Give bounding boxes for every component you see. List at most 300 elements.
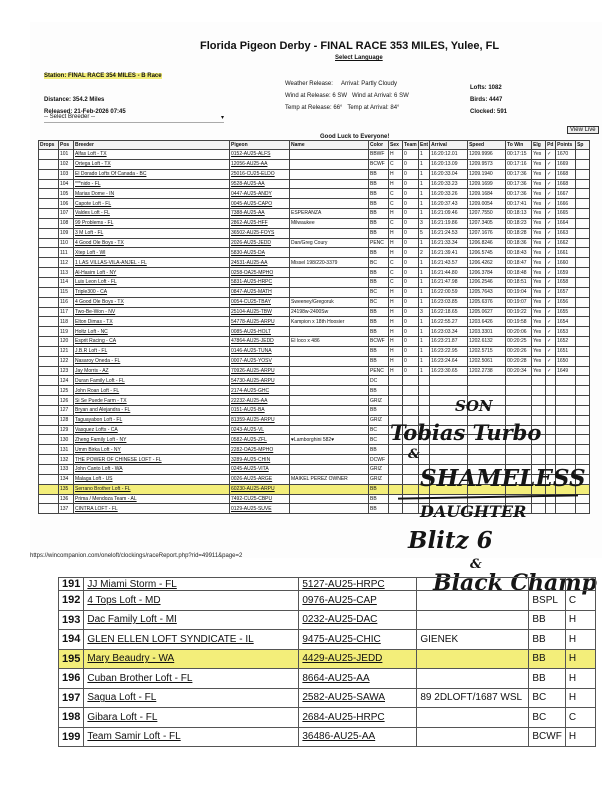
cell-breeder[interactable]: Marias Dome - IN [74, 189, 230, 199]
cell-sex [389, 465, 403, 475]
cell-points: 1653 [556, 327, 576, 337]
cell-drops [39, 248, 59, 258]
cell-breeder[interactable]: Nasaroy Oneda - FL [74, 356, 230, 366]
cell-pigeon[interactable]: 0085-AU25-HOLT [230, 327, 290, 337]
cell-pd: ✓ [546, 150, 556, 160]
cell-speed: 1209.0054 [468, 199, 506, 209]
handwritten-blitz-6: Blitz 6 [408, 527, 493, 554]
cell-elg: Yes [532, 297, 546, 307]
cell-drops [39, 405, 59, 415]
cell-sp [576, 415, 590, 425]
cell-pigeon[interactable]: 0976-AU25-CAP [299, 591, 417, 611]
cell-pigeon[interactable]: 0258-OA25-MPHO [230, 268, 290, 278]
cell-drops [39, 169, 59, 179]
cell-points: 1668 [556, 169, 576, 179]
cell-speed: 1207.7550 [468, 209, 506, 219]
cell-breeder[interactable]: J.B.R Loft - FL [74, 346, 230, 356]
cell-drops [39, 189, 59, 199]
cell-elg: Yes [532, 189, 546, 199]
cell-sp [576, 189, 590, 199]
cell-breeder[interactable]: Alfas Loft - TX [74, 150, 230, 160]
cell-breeder[interactable]: THE POWER OF CHINESE LOFT - FL [74, 455, 230, 465]
cell-pos: 136 [59, 494, 74, 504]
cell-points: 1659 [556, 268, 576, 278]
cell-drops [39, 396, 59, 406]
cell-pos: 196 [59, 669, 84, 689]
cell-pigeon[interactable]: 5830-AU25-DA [230, 248, 290, 258]
cell-towin [506, 455, 532, 465]
temp-release: Temp at Release: 66° [285, 105, 343, 111]
cell-arrival: 16:21:24.53 [430, 228, 468, 238]
table-row [39, 268, 590, 278]
results-table-page-2 [58, 577, 596, 747]
cell-speed [468, 376, 506, 386]
cell-color: DC [369, 376, 389, 386]
cell-arrival: 16:20:37.43 [430, 199, 468, 209]
cell-pigeon[interactable]: 0243-AU25-VL [230, 425, 290, 435]
cell-breeder[interactable]: Ortega Loft - TX [74, 159, 230, 169]
cell-sp [576, 455, 590, 465]
cell-breeder[interactable]: Serrano Brother Loft - FL [74, 484, 230, 494]
cell-breeder[interactable]: 1 LAS VILLAS-VILA-ANJEL - FL [74, 258, 230, 268]
cell-pigeon[interactable]: 0151-AU25-BA [230, 405, 290, 415]
cell-name [290, 465, 369, 475]
cell-speed: 1206.8246 [468, 238, 506, 248]
cell-pigeon[interactable]: 4429-AU25-JEDD [299, 649, 417, 669]
cell-color: PENC [369, 238, 389, 248]
cell-breeder[interactable]: Prima / Mendoza Team - AL [74, 494, 230, 504]
cell-team: 0 [403, 248, 419, 258]
cell-speed: 1207.1676 [468, 228, 506, 238]
table-row [39, 366, 590, 376]
cell-pigeon[interactable]: 7388-AU25-AA [230, 209, 290, 219]
cell-breeder[interactable]: John Roan Loft - FL [74, 386, 230, 396]
cell-sex: H [565, 630, 595, 650]
cell-elg [532, 445, 546, 455]
cell-team: 0 [403, 277, 419, 287]
cell-elg: Yes [532, 238, 546, 248]
cell-name: Missel 198/220-3379 [290, 258, 369, 268]
cell-color: BSPL [529, 591, 565, 611]
cell-pigeon[interactable]: 5127-AU25-HRPC [299, 578, 417, 591]
view-live-button[interactable]: View Live [567, 126, 599, 134]
table-row [59, 727, 596, 747]
cell-pigeon[interactable]: 0026-AU25-ARGE [230, 474, 290, 484]
cell-team: 0 [403, 169, 419, 179]
cell-towin: 00:19:07 [506, 297, 532, 307]
cell-pos: 137 [59, 504, 74, 514]
cell-breeder[interactable]: Bryan and Alejandra - FL [74, 405, 230, 415]
cell-towin: 00:18:48 [506, 268, 532, 278]
cell-speed: 1209.1699 [468, 179, 506, 189]
cell-name: El loco x 486 [290, 337, 369, 347]
lofts-count: Lofts: 1082 [470, 85, 502, 91]
cell-pigeon[interactable]: 0232-AU25-DAC [299, 610, 417, 630]
cell-pigeon[interactable]: 36502-AU25-FOYS [230, 228, 290, 238]
cell-pos: 193 [59, 610, 84, 630]
cell-name: 89 2DLOFT/1687 WSL [417, 688, 529, 708]
cell-name [290, 268, 369, 278]
cell-pigeon[interactable]: 3289-AU25-CHIN [230, 455, 290, 465]
cell-breeder[interactable]: 99 Problems - FL [74, 218, 230, 228]
column-header: To Win [506, 141, 532, 150]
cell-pigeon[interactable]: 2862-AU25-HFF [230, 218, 290, 228]
cell-pos: 106 [59, 199, 74, 209]
cell-sex: C [565, 591, 595, 611]
cell-pigeon[interactable]: 0582-AU25-ZFL [230, 435, 290, 445]
cell-arrival: 16:21:33.34 [430, 238, 468, 248]
cell-ent: 1 [419, 337, 430, 347]
cell-sex: H [389, 248, 403, 258]
cell-team [403, 396, 419, 406]
cell-breeder[interactable]: JJ Miami Storm - FL [84, 578, 299, 591]
cell-drops [39, 376, 59, 386]
cell-name [290, 484, 369, 494]
cell-breeder[interactable]: Cuban Brother Loft - FL [84, 669, 299, 689]
cell-speed [468, 445, 506, 455]
cell-pigeon[interactable]: 70926-AU25-ARPU [230, 366, 290, 376]
cell-points: 1651 [556, 346, 576, 356]
table-row [39, 376, 590, 386]
cell-color: BC [369, 258, 389, 268]
cell-arrival [430, 445, 468, 455]
cell-drops [39, 268, 59, 278]
cell-pigeon[interactable]: 0054-CU25-TBAY [230, 297, 290, 307]
table-row [39, 169, 590, 179]
cell-pigeon[interactable]: 0007-AU25-YOSV [230, 356, 290, 366]
cell-arrival [430, 376, 468, 386]
cell-arrival: 16:23:21.87 [430, 337, 468, 347]
cell-pigeon[interactable]: 47864-AU25-JEDD [230, 337, 290, 347]
handwritten-son: SON [455, 397, 493, 415]
cell-breeder[interactable]: Malaga Loft - US [74, 474, 230, 484]
cell-ent: 1 [419, 150, 430, 160]
cell-pd: ✓ [546, 238, 556, 248]
cell-pos: 197 [59, 688, 84, 708]
select-language-link[interactable]: Select Language [335, 55, 383, 61]
cell-elg: Yes [532, 317, 546, 327]
cell-breeder[interactable]: Capote Loft - FL [74, 199, 230, 209]
cell-speed: 1202.5061 [468, 356, 506, 366]
column-header: Color [369, 141, 389, 150]
cell-team [403, 465, 419, 475]
cell-breeder[interactable]: Esprit Racing - CA [74, 337, 230, 347]
cell-breeder[interactable]: Dac Family Loft - MI [84, 610, 299, 630]
cell-ent: 2 [419, 248, 430, 258]
handwritten-black-champ: Black Champ [433, 570, 597, 596]
cell-pigeon[interactable]: 12056-AU25-AA [230, 159, 290, 169]
cell-breeder[interactable]: El Dorado Lofts Of Canada - BC [74, 169, 230, 179]
cell-pigeon[interactable]: 2282-OA25-MPHO [230, 445, 290, 455]
cell-breeder[interactable]: Two-Be-Won - NV [74, 307, 230, 317]
cell-sex: H [389, 228, 403, 238]
cell-breeder[interactable]: CINTRA LOFT - FL [74, 504, 230, 514]
cell-pigeon[interactable]: 81359-AU25-ARPU [230, 415, 290, 425]
cell-towin: 00:20:34 [506, 366, 532, 376]
cell-name [290, 386, 369, 396]
cell-elg: Yes [532, 346, 546, 356]
cell-drops [39, 287, 59, 297]
cell-color: BB [369, 327, 389, 337]
cell-pigeon[interactable]: 0245-AU25-VITA [230, 465, 290, 475]
cell-elg: Yes [532, 228, 546, 238]
cell-ent: 1 [419, 327, 430, 337]
cell-towin: 00:20:25 [506, 337, 532, 347]
cell-pigeon[interactable]: 7492-CU25-CBPU [230, 494, 290, 504]
cell-elg: Yes [532, 277, 546, 287]
cell-breeder[interactable]: Umm Birka Loft - NY [74, 445, 230, 455]
cell-arrival: 16:23:03.85 [430, 297, 468, 307]
cell-sp [576, 258, 590, 268]
cell-pigeon[interactable]: 2174-AU25-GHC [230, 386, 290, 396]
released-label: Released: 21-Feb-2026 07:45 [44, 109, 126, 115]
column-header: Pd [546, 141, 556, 150]
cell-towin [506, 405, 532, 415]
cell-breeder[interactable]: Mary Beaudry - WA [84, 649, 299, 669]
cell-drops [39, 238, 59, 248]
cell-pos: 117 [59, 307, 74, 317]
cell-pos: 126 [59, 396, 74, 406]
cell-pd [546, 455, 556, 465]
cell-team [403, 504, 419, 514]
cell-arrival: 16:20:13.09 [430, 159, 468, 169]
cell-points: 1663 [556, 228, 576, 238]
cell-name [290, 287, 369, 297]
cell-arrival: 16:20:12.01 [430, 150, 468, 160]
cell-elg: Yes [532, 268, 546, 278]
cell-points [556, 405, 576, 415]
cell-pigeon[interactable]: 36486-AU25-AA [299, 727, 417, 747]
breeder-select-value: -- Select Breeder -- [44, 114, 96, 120]
cell-ent: 5 [419, 228, 430, 238]
cell-breeder[interactable]: Xtep Loft - WI [74, 248, 230, 258]
cell-breeder[interactable]: Triple300 - CA [74, 287, 230, 297]
cell-drops [39, 317, 59, 327]
cell-elg: Yes [532, 150, 546, 160]
good-luck-message: Good Luck to Everyone! [320, 134, 390, 140]
arrival-weather: Arrival: Partly Cloudy [340, 81, 397, 87]
cell-team: 0 [403, 327, 419, 337]
cell-pos: 131 [59, 445, 74, 455]
cell-points: 1664 [556, 218, 576, 228]
cell-sp [576, 405, 590, 415]
cell-team [403, 376, 419, 386]
cell-ent: 1 [419, 277, 430, 287]
cell-team: 0 [403, 150, 419, 160]
cell-breeder[interactable]: Zheng Family Loft - NY [74, 435, 230, 445]
cell-pigeon[interactable]: 54778-AU25-ARPU [230, 317, 290, 327]
cell-color: BB [369, 307, 389, 317]
cell-breeder[interactable]: 3 M Loft - FL [74, 228, 230, 238]
cell-sex: C [389, 189, 403, 199]
cell-pos: 132 [59, 455, 74, 465]
cell-color: DCWF [369, 455, 389, 465]
cell-pigeon[interactable]: 0847-AU25-MATH [230, 287, 290, 297]
cell-points: 1665 [556, 209, 576, 219]
table-row [39, 327, 590, 337]
cell-breeder[interactable]: Taguayabon Loft - FL [74, 415, 230, 425]
cell-pigeon[interactable]: 0447-AU25-ANDY [230, 189, 290, 199]
cell-sp [576, 307, 590, 317]
cell-arrival: 16:22:55.27 [430, 317, 468, 327]
cell-name [417, 591, 529, 611]
cell-color: GRIZ [369, 465, 389, 475]
cell-ent: 1 [419, 159, 430, 169]
table-row [59, 669, 596, 689]
cell-name [290, 189, 369, 199]
cell-pigeon[interactable]: 9528-AU25-AA [230, 179, 290, 189]
cell-pos: 103 [59, 169, 74, 179]
cell-pigeon[interactable]: 2026-AU25-JEDD [230, 238, 290, 248]
cell-team: 0 [403, 268, 419, 278]
cell-pd [546, 445, 556, 455]
cell-breeder[interactable]: Si Se Puede Farm - TX [74, 396, 230, 406]
cell-pigeon[interactable]: 5831-AU25-HRPC [230, 277, 290, 287]
cell-breeder[interactable]: John Canto Loft - WA [74, 465, 230, 475]
cell-pigeon[interactable]: 2582-AU25-SAWA [299, 688, 417, 708]
cell-pos: 199 [59, 727, 84, 747]
report-title: Florida Pigeon Derby - FINAL RACE 353 MILES, Yulee, FL [200, 40, 500, 52]
cell-pigeon[interactable]: 22232-AU25-AA [230, 396, 290, 406]
cell-sex: H [389, 356, 403, 366]
cell-towin [506, 396, 532, 406]
cell-pigeon[interactable]: 25016-CU25-ELDO [230, 169, 290, 179]
cell-pigeon[interactable]: 60230-AU25-ARPU [230, 484, 290, 494]
table-row [39, 396, 590, 406]
cell-towin: 00:18:51 [506, 277, 532, 287]
cell-breeder[interactable]: 4 Tops Loft - MD [84, 591, 299, 611]
cell-sex: C [389, 159, 403, 169]
cell-pigeon[interactable]: 54730-AU25-ARPU [230, 376, 290, 386]
cell-breeder[interactable]: 4 Good Ole Boys - TX [74, 297, 230, 307]
cell-pigeon[interactable]: 8664-AU25-AA [299, 669, 417, 689]
cell-breeder[interactable]: GLEN ELLEN LOFT SYNDICATE - IL [84, 630, 299, 650]
cell-breeder[interactable]: Sagua Loft - FL [84, 688, 299, 708]
cell-sp [576, 218, 590, 228]
cell-sp [576, 277, 590, 287]
cell-towin: 00:17:36 [506, 179, 532, 189]
table-row [39, 445, 590, 455]
cell-breeder[interactable]: Jay Morris - AZ [74, 366, 230, 376]
handwritten-tobias-turbo: Tobias Turbo [390, 420, 542, 445]
cell-arrival: 16:21:09.46 [430, 209, 468, 219]
cell-drops [39, 199, 59, 209]
cell-points: 1656 [556, 297, 576, 307]
wind-arrival: Wind at Arrival: 6 SW [352, 93, 409, 99]
cell-pigeon[interactable]: 0129-AU25-SUVE [230, 504, 290, 514]
table-row [39, 287, 590, 297]
cell-pigeon[interactable]: 9475-AU25-CHIC [299, 630, 417, 650]
cell-pos: 192 [59, 591, 84, 611]
breeder-select[interactable] [44, 114, 224, 123]
cell-pos: 135 [59, 484, 74, 494]
cell-breeder[interactable]: Valdes Loft - FL [74, 209, 230, 219]
cell-breeder[interactable]: 4 Good Ole Boys - TX [74, 238, 230, 248]
cell-speed: 1206.5745 [468, 248, 506, 258]
cell-breeder[interactable]: Team Samir Loft - FL [84, 727, 299, 747]
cell-points [556, 455, 576, 465]
cell-name [290, 445, 369, 455]
cell-arrival: 16:21:39.41 [430, 248, 468, 258]
cell-color: BC [369, 435, 389, 445]
cell-breeder[interactable]: Luis Leon Loft - FL [74, 277, 230, 287]
cell-ent [419, 376, 430, 386]
cell-sex [565, 578, 595, 591]
handwritten-shameless: SHAMELESS [420, 465, 586, 492]
table-row [59, 708, 596, 728]
cell-towin: 00:17:41 [506, 199, 532, 209]
cell-towin: 00:18:13 [506, 209, 532, 219]
cell-pd: ✓ [546, 199, 556, 209]
cell-pigeon[interactable]: 0146-AU25-TUNA [230, 346, 290, 356]
cell-breeder[interactable]: Vasquez Lofts - CA [74, 425, 230, 435]
cell-name [290, 179, 369, 189]
cell-team: 0 [403, 307, 419, 317]
cell-pigeon[interactable]: 0045-AU25-CAPO [230, 199, 290, 209]
cell-pigeon[interactable]: 2684-AU25-HRPC [299, 708, 417, 728]
cell-name [290, 405, 369, 415]
cell-elg: Yes [532, 258, 546, 268]
cell-breeder[interactable]: Gibara Loft - FL [84, 708, 299, 728]
cell-sp [576, 504, 590, 514]
cell-name [290, 396, 369, 406]
cell-pos: 109 [59, 228, 74, 238]
cell-breeder[interactable]: Elton Dimas - TX [74, 317, 230, 327]
cell-pd: ✓ [546, 258, 556, 268]
table-row [39, 248, 590, 258]
cell-sex: C [389, 277, 403, 287]
cell-drops [39, 346, 59, 356]
cell-color: BB [369, 277, 389, 287]
cell-name: MAIKEL PEREZ OWNER [290, 474, 369, 484]
column-header: Ent [420, 142, 429, 148]
cell-color: BB [369, 356, 389, 366]
table-row [59, 610, 596, 630]
table-row [39, 199, 590, 209]
cell-arrival [430, 455, 468, 465]
cell-drops [39, 307, 59, 317]
table-row [39, 297, 590, 307]
cell-towin [506, 386, 532, 396]
cell-drops [39, 435, 59, 445]
cell-ent: 1 [419, 199, 430, 209]
cell-towin: 00:20:26 [506, 346, 532, 356]
cell-breeder[interactable]: Al-Hasim Loft - NY [74, 268, 230, 278]
cell-team: 0 [403, 258, 419, 268]
cell-pos: 112 [59, 258, 74, 268]
cell-color: BC [369, 297, 389, 307]
cell-color: GRIZ [369, 396, 389, 406]
cell-name: Dan/Greg Coury [290, 238, 369, 248]
cell-pos: 121 [59, 346, 74, 356]
cell-breeder[interactable]: ***nido - FL [74, 179, 230, 189]
cell-breeder[interactable]: Holtz Loft - NC [74, 327, 230, 337]
cell-pigeon[interactable]: 0152-AU25-ALFS [230, 150, 290, 160]
table-row [39, 228, 590, 238]
cell-speed [468, 386, 506, 396]
cell-pigeon[interactable]: 25104-AU25-TBW [230, 307, 290, 317]
cell-pos: 120 [59, 337, 74, 347]
cell-name: ESPERANZA [290, 209, 369, 219]
cell-sp [576, 356, 590, 366]
table-row [39, 405, 590, 415]
cell-towin: 00:18:36 [506, 238, 532, 248]
cell-name [290, 504, 369, 514]
cell-sex [389, 504, 403, 514]
column-header: Pos [59, 141, 74, 150]
cell-breeder[interactable]: Duran Family Loft - FL [74, 376, 230, 386]
cell-pigeon[interactable]: 24531-AU25-AA [230, 258, 290, 268]
